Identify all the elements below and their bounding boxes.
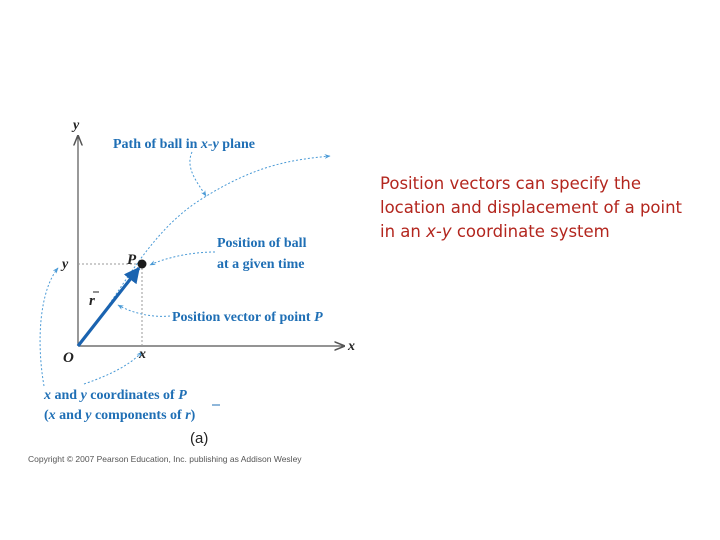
axis-label-x: x [348,339,355,354]
guide-arrow-y-coordinate [40,268,58,386]
vector-label: r [89,293,95,309]
origin-label: O [63,350,74,366]
label-coords-line1: x and y coordinates of P [44,388,187,403]
panel-label: (a) [190,430,209,447]
caption-line-2: location and displacement of a point [380,198,683,217]
label-vector: Position vector of point P [172,310,323,325]
tick-label-x: x [139,347,146,362]
guide-arrow-position [150,252,215,265]
guide-arrow-x-coordinate [84,352,142,384]
position-vector-arrow [78,268,139,346]
tick-label-y: y [62,257,69,272]
guide-arrow-vector [118,305,170,316]
copyright-notice: Copyright © 2007 Pearson Education, Inc. publishing as Addison Wesley [28,454,302,464]
caption-line-3: in an x-y coordinate system [380,222,610,241]
label-position-line2: at a given time [217,257,305,272]
caption-text [380,172,715,244]
label-path: Path of ball in x-y plane [113,137,255,152]
caption-line-1: Position vectors can specify the [380,174,642,193]
guide-arrow-path [190,152,206,196]
point-p [138,260,147,269]
axis-label-y: y [73,118,80,133]
point-label: P [127,252,137,268]
label-coords-line2: (x and y components of r) [44,408,196,423]
label-position-line1: Position of ball [217,236,307,251]
